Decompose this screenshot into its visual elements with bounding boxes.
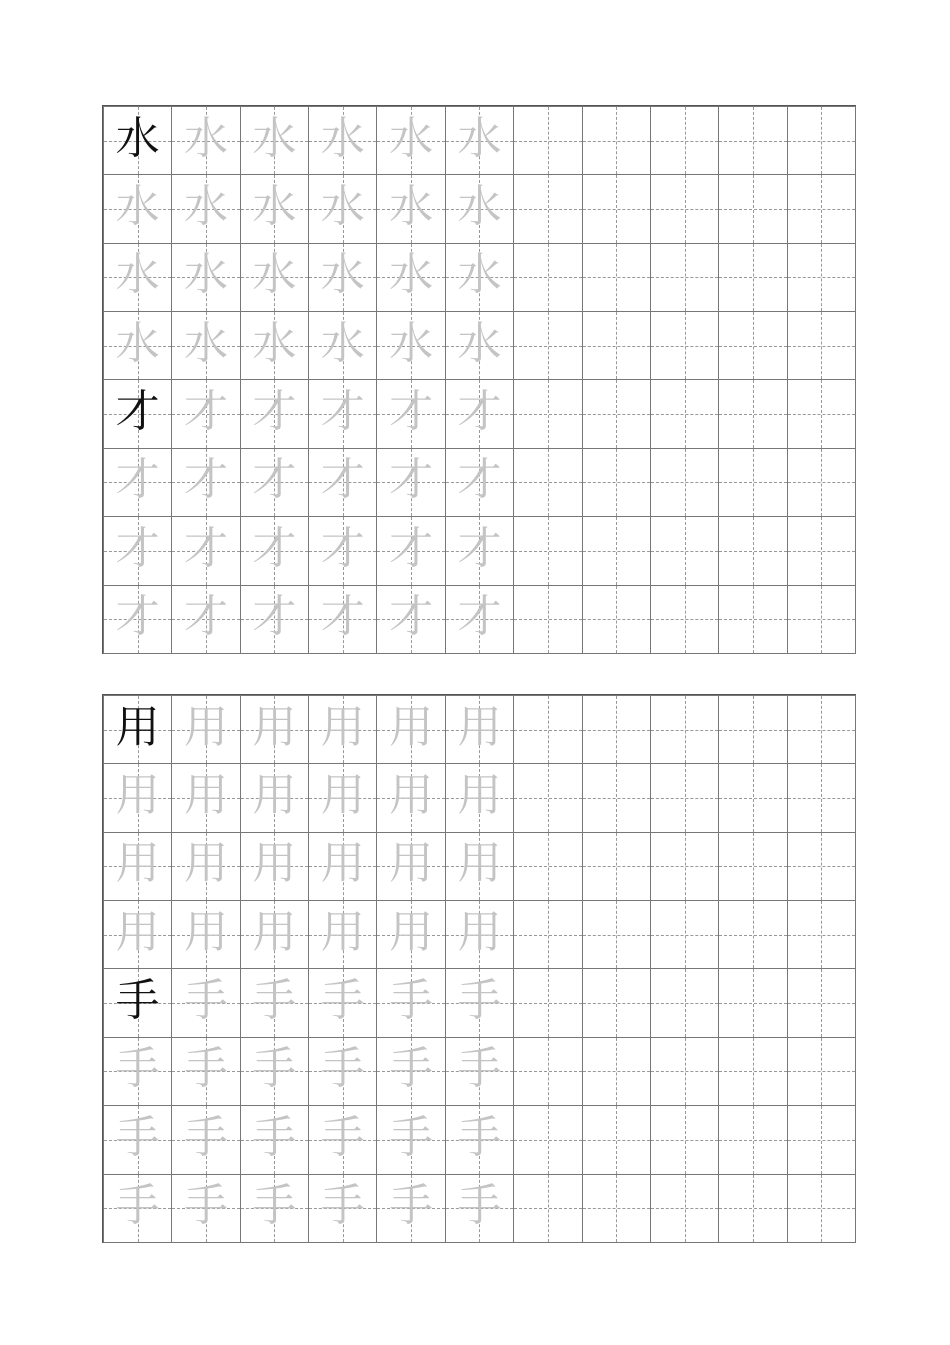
trace-character: 用 — [320, 906, 365, 958]
trace-character: 手 — [184, 1043, 229, 1095]
trace-character: 水 — [457, 181, 502, 233]
trace-character: 用 — [457, 838, 502, 890]
grid-cell — [787, 517, 855, 585]
grid-cell — [445, 517, 513, 585]
grid-cell — [719, 1106, 787, 1174]
grid-cell — [172, 696, 240, 764]
grid-cell — [445, 448, 513, 516]
grid-cell — [377, 517, 445, 585]
grid-cell — [719, 448, 787, 516]
grid-cell — [514, 175, 582, 243]
grid-cell — [309, 1037, 377, 1105]
grid-cell — [582, 380, 650, 448]
trace-character: 水 — [457, 112, 502, 164]
grid-cell — [650, 764, 718, 832]
grid-cell — [650, 1174, 718, 1242]
grid-cell — [514, 832, 582, 900]
trace-character: 用 — [115, 838, 160, 890]
grid-cell — [514, 243, 582, 311]
grid-row — [104, 1106, 856, 1174]
grid-cell — [445, 312, 513, 380]
grid-cell — [104, 1037, 172, 1105]
grid-cell — [240, 696, 308, 764]
grid-cell — [514, 107, 582, 175]
grid-cell — [172, 1037, 240, 1105]
trace-character: 水 — [389, 181, 434, 233]
trace-character: 手 — [457, 1043, 502, 1095]
practice-grid-block-2 — [102, 694, 856, 1243]
grid-cell — [309, 448, 377, 516]
grid-cell — [377, 969, 445, 1037]
trace-character: 用 — [389, 906, 434, 958]
grid-cell — [240, 969, 308, 1037]
trace-character: 用 — [252, 906, 297, 958]
grid-cell — [787, 1106, 855, 1174]
trace-character: 手 — [115, 1180, 160, 1232]
trace-character: 水 — [320, 181, 365, 233]
grid-cell — [309, 1174, 377, 1242]
grid-cell — [719, 969, 787, 1037]
grid-cell — [309, 380, 377, 448]
trace-character: 手 — [184, 975, 229, 1027]
trace-character: 用 — [389, 838, 434, 890]
trace-character: 水 — [184, 181, 229, 233]
grid-cell — [650, 1037, 718, 1105]
grid-cell — [172, 380, 240, 448]
grid-cell — [377, 448, 445, 516]
trace-character: 手 — [389, 1111, 434, 1163]
grid-cell — [377, 243, 445, 311]
grid-cell — [104, 380, 172, 448]
trace-character: 才 — [115, 454, 160, 506]
grid-cell — [172, 1174, 240, 1242]
grid-cell — [172, 448, 240, 516]
grid-cell — [377, 901, 445, 969]
trace-character: 水 — [252, 249, 297, 301]
grid-cell — [104, 175, 172, 243]
trace-character: 才 — [115, 522, 160, 574]
trace-character: 手 — [184, 1180, 229, 1232]
grid-cell — [309, 312, 377, 380]
grid-row — [104, 380, 856, 448]
grid-cell — [104, 696, 172, 764]
trace-character: 才 — [320, 454, 365, 506]
grid-cell — [445, 1106, 513, 1174]
grid-cell — [787, 832, 855, 900]
grid-cell — [104, 1106, 172, 1174]
grid-cell — [377, 696, 445, 764]
grid-cell — [650, 380, 718, 448]
grid-row — [104, 585, 856, 653]
grid-cell — [445, 696, 513, 764]
trace-character: 手 — [389, 1043, 434, 1095]
grid-cell — [787, 1174, 855, 1242]
grid-cell — [240, 1037, 308, 1105]
trace-character: 才 — [320, 386, 365, 438]
trace-character: 才 — [389, 591, 434, 643]
trace-character: 才 — [320, 522, 365, 574]
grid-cell — [650, 312, 718, 380]
grid-cell — [719, 696, 787, 764]
grid-cell — [787, 448, 855, 516]
grid-row — [104, 312, 856, 380]
grid-cell — [514, 448, 582, 516]
grid-cell — [787, 969, 855, 1037]
grid-cell — [582, 696, 650, 764]
trace-character: 用 — [115, 770, 160, 822]
grid-row — [104, 1174, 856, 1242]
grid-cell — [582, 517, 650, 585]
grid-cell — [719, 764, 787, 832]
grid-cell — [172, 312, 240, 380]
grid-cell — [104, 312, 172, 380]
trace-character: 水 — [252, 181, 297, 233]
grid-cell — [240, 517, 308, 585]
grid-cell — [445, 380, 513, 448]
grid-cell — [514, 1037, 582, 1105]
grid-cell — [377, 585, 445, 653]
grid-cell — [240, 1174, 308, 1242]
grid-cell — [240, 585, 308, 653]
grid-cell — [582, 175, 650, 243]
trace-character: 水 — [457, 317, 502, 369]
practice-grid-table — [103, 695, 856, 1243]
trace-character: 水 — [320, 249, 365, 301]
model-character: 水 — [115, 112, 160, 164]
grid-cell — [172, 901, 240, 969]
grid-cell — [719, 832, 787, 900]
grid-cell — [240, 175, 308, 243]
trace-character: 用 — [184, 906, 229, 958]
grid-cell — [787, 312, 855, 380]
grid-cell — [582, 585, 650, 653]
trace-character: 用 — [457, 906, 502, 958]
grid-cell — [104, 243, 172, 311]
grid-cell — [514, 969, 582, 1037]
trace-character: 用 — [252, 838, 297, 890]
trace-character: 用 — [320, 838, 365, 890]
grid-cell — [514, 517, 582, 585]
grid-cell — [104, 1174, 172, 1242]
grid-cell — [719, 107, 787, 175]
grid-cell — [514, 312, 582, 380]
grid-cell — [719, 1174, 787, 1242]
grid-cell — [719, 517, 787, 585]
trace-character: 手 — [320, 1180, 365, 1232]
grid-cell — [445, 901, 513, 969]
grid-cell — [582, 764, 650, 832]
grid-row — [104, 1037, 856, 1105]
grid-cell — [377, 1106, 445, 1174]
trace-character: 才 — [389, 386, 434, 438]
grid-cell — [582, 901, 650, 969]
grid-cell — [514, 764, 582, 832]
grid-cell — [104, 585, 172, 653]
trace-character: 才 — [184, 454, 229, 506]
grid-cell — [582, 832, 650, 900]
grid-row — [104, 901, 856, 969]
grid-cell — [309, 585, 377, 653]
grid-cell — [240, 764, 308, 832]
trace-character: 用 — [320, 770, 365, 822]
grid-cell — [240, 312, 308, 380]
trace-character: 手 — [457, 975, 502, 1027]
grid-cell — [719, 1037, 787, 1105]
trace-character: 才 — [457, 591, 502, 643]
grid-row — [104, 969, 856, 1037]
grid-cell — [377, 312, 445, 380]
trace-character: 才 — [457, 522, 502, 574]
trace-character: 才 — [184, 591, 229, 643]
grid-cell — [445, 243, 513, 311]
grid-row — [104, 764, 856, 832]
grid-cell — [582, 243, 650, 311]
trace-character: 才 — [252, 454, 297, 506]
grid-cell — [719, 585, 787, 653]
grid-cell — [787, 107, 855, 175]
grid-cell — [719, 243, 787, 311]
trace-character: 手 — [457, 1180, 502, 1232]
trace-character: 用 — [184, 770, 229, 822]
grid-cell — [719, 901, 787, 969]
grid-cell — [377, 832, 445, 900]
grid-cell — [377, 1037, 445, 1105]
trace-character: 用 — [389, 770, 434, 822]
grid-cell — [309, 696, 377, 764]
trace-character: 用 — [457, 701, 502, 753]
grid-cell — [377, 1174, 445, 1242]
trace-character: 用 — [252, 701, 297, 753]
grid-cell — [377, 764, 445, 832]
trace-character: 水 — [184, 112, 229, 164]
grid-cell — [104, 969, 172, 1037]
grid-cell — [514, 1174, 582, 1242]
trace-character: 水 — [252, 317, 297, 369]
grid-cell — [719, 380, 787, 448]
grid-cell — [104, 832, 172, 900]
grid-cell — [445, 1174, 513, 1242]
grid-cell — [787, 585, 855, 653]
trace-character: 用 — [252, 770, 297, 822]
grid-row — [104, 243, 856, 311]
grid-cell — [719, 175, 787, 243]
grid-cell — [445, 764, 513, 832]
trace-character: 才 — [252, 386, 297, 438]
grid-cell — [719, 312, 787, 380]
grid-cell — [172, 764, 240, 832]
grid-cell — [445, 107, 513, 175]
grid-cell — [650, 1106, 718, 1174]
trace-character: 水 — [184, 317, 229, 369]
grid-cell — [445, 1037, 513, 1105]
grid-cell — [650, 696, 718, 764]
model-character: 手 — [115, 975, 160, 1027]
grid-cell — [650, 901, 718, 969]
grid-cell — [582, 969, 650, 1037]
trace-character: 才 — [457, 454, 502, 506]
grid-cell — [445, 832, 513, 900]
grid-cell — [514, 380, 582, 448]
grid-cell — [104, 107, 172, 175]
grid-cell — [309, 175, 377, 243]
grid-cell — [172, 585, 240, 653]
grid-cell — [582, 107, 650, 175]
grid-cell — [514, 696, 582, 764]
grid-cell — [445, 585, 513, 653]
grid-cell — [514, 901, 582, 969]
trace-character: 水 — [320, 317, 365, 369]
grid-cell — [787, 696, 855, 764]
grid-cell — [240, 901, 308, 969]
grid-cell — [582, 1037, 650, 1105]
grid-cell — [650, 107, 718, 175]
grid-row — [104, 696, 856, 764]
trace-character: 手 — [252, 1111, 297, 1163]
trace-character: 手 — [389, 975, 434, 1027]
grid-cell — [650, 585, 718, 653]
grid-cell — [582, 1106, 650, 1174]
grid-cell — [787, 243, 855, 311]
trace-character: 用 — [320, 701, 365, 753]
model-character: 用 — [115, 701, 160, 753]
trace-character: 手 — [252, 1043, 297, 1095]
trace-character: 用 — [184, 701, 229, 753]
grid-cell — [240, 832, 308, 900]
trace-character: 水 — [115, 181, 160, 233]
model-character: 才 — [115, 386, 160, 438]
grid-cell — [650, 832, 718, 900]
grid-cell — [172, 517, 240, 585]
practice-grid-table — [103, 106, 856, 654]
trace-character: 用 — [115, 906, 160, 958]
trace-character: 才 — [320, 591, 365, 643]
trace-character: 手 — [115, 1111, 160, 1163]
grid-cell — [445, 969, 513, 1037]
grid-cell — [172, 832, 240, 900]
grid-cell — [377, 107, 445, 175]
grid-cell — [650, 243, 718, 311]
trace-character: 才 — [184, 522, 229, 574]
grid-cell — [309, 243, 377, 311]
grid-cell — [240, 1106, 308, 1174]
grid-cell — [104, 764, 172, 832]
grid-row — [104, 175, 856, 243]
grid-cell — [240, 243, 308, 311]
trace-character: 手 — [184, 1111, 229, 1163]
trace-character: 才 — [389, 522, 434, 574]
trace-character: 水 — [320, 112, 365, 164]
grid-cell — [377, 175, 445, 243]
grid-cell — [309, 517, 377, 585]
trace-character: 手 — [320, 1043, 365, 1095]
grid-cell — [582, 448, 650, 516]
trace-character: 手 — [389, 1180, 434, 1232]
grid-cell — [377, 380, 445, 448]
trace-character: 才 — [252, 591, 297, 643]
grid-row — [104, 448, 856, 516]
grid-cell — [309, 1106, 377, 1174]
grid-row — [104, 107, 856, 175]
grid-cell — [650, 448, 718, 516]
trace-character: 水 — [389, 317, 434, 369]
trace-character: 才 — [389, 454, 434, 506]
trace-character: 手 — [320, 1111, 365, 1163]
grid-cell — [650, 175, 718, 243]
grid-cell — [787, 1037, 855, 1105]
trace-character: 手 — [252, 1180, 297, 1232]
grid-cell — [309, 969, 377, 1037]
grid-cell — [787, 175, 855, 243]
trace-character: 才 — [457, 386, 502, 438]
trace-character: 手 — [320, 975, 365, 1027]
grid-cell — [309, 901, 377, 969]
grid-cell — [582, 312, 650, 380]
trace-character: 水 — [252, 112, 297, 164]
trace-character: 水 — [115, 317, 160, 369]
grid-cell — [104, 448, 172, 516]
grid-cell — [309, 764, 377, 832]
grid-row — [104, 832, 856, 900]
grid-cell — [650, 517, 718, 585]
trace-character: 水 — [184, 249, 229, 301]
grid-cell — [240, 448, 308, 516]
grid-cell — [240, 107, 308, 175]
trace-character: 手 — [457, 1111, 502, 1163]
trace-character: 才 — [252, 522, 297, 574]
grid-cell — [172, 1106, 240, 1174]
grid-cell — [787, 764, 855, 832]
trace-character: 才 — [184, 386, 229, 438]
grid-cell — [514, 585, 582, 653]
grid-cell — [514, 1106, 582, 1174]
grid-cell — [104, 901, 172, 969]
trace-character: 用 — [457, 770, 502, 822]
grid-cell — [104, 517, 172, 585]
trace-character: 水 — [389, 112, 434, 164]
grid-cell — [172, 175, 240, 243]
grid-cell — [172, 107, 240, 175]
grid-cell — [787, 901, 855, 969]
grid-row — [104, 517, 856, 585]
trace-character: 水 — [389, 249, 434, 301]
grid-cell — [445, 175, 513, 243]
grid-cell — [787, 380, 855, 448]
grid-cell — [172, 969, 240, 1037]
grid-cell — [650, 969, 718, 1037]
grid-cell — [240, 380, 308, 448]
grid-cell — [309, 107, 377, 175]
trace-character: 水 — [115, 249, 160, 301]
grid-cell — [309, 832, 377, 900]
trace-character: 用 — [184, 838, 229, 890]
trace-character: 才 — [115, 591, 160, 643]
grid-cell — [582, 1174, 650, 1242]
grid-cell — [172, 243, 240, 311]
trace-character: 手 — [115, 1043, 160, 1095]
trace-character: 水 — [457, 249, 502, 301]
trace-character: 手 — [252, 975, 297, 1027]
practice-grid-block-1 — [102, 105, 856, 654]
trace-character: 用 — [389, 701, 434, 753]
